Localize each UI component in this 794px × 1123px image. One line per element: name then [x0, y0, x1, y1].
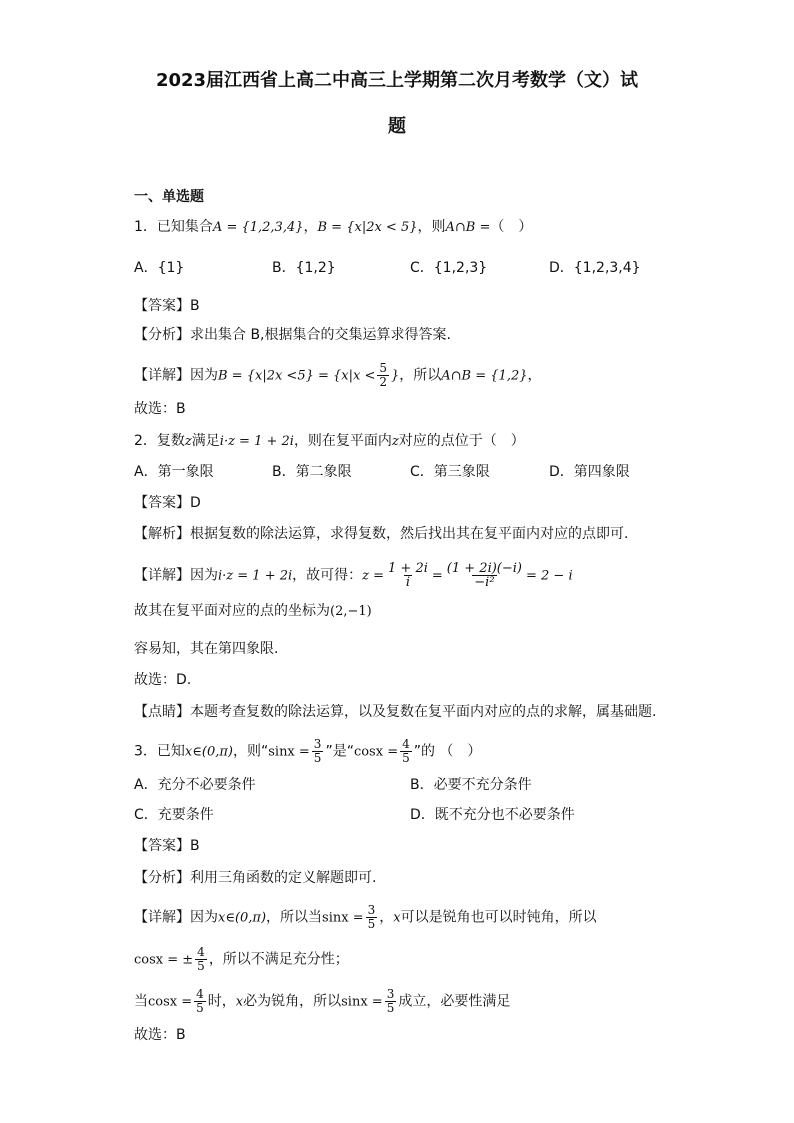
q2-option-b: B．第二象限 — [272, 464, 352, 480]
q3-cos-fraction — [400, 738, 412, 765]
q2-fraction-2 — [445, 562, 524, 589]
q2-coord-value: (2,−1) — [330, 604, 372, 619]
q3-stem-text-c: ”是“ — [325, 743, 354, 760]
q3-detail-line-1 — [134, 904, 597, 931]
q2-detail-text: 因为 — [190, 567, 218, 584]
q2-frac2-den: −i² — [474, 575, 495, 590]
q3-analysis-text: 利用三角函数的定义解题即可. — [190, 870, 377, 886]
q3-d3-text-c: 必为锐角，所以 — [243, 993, 342, 1010]
q1-option-b: B．{1,2} — [272, 260, 336, 276]
q1-analysis — [134, 326, 451, 344]
q2-eq2: = 2 − i — [526, 568, 573, 584]
q3-d2-num: 4 — [197, 945, 205, 959]
section-heading: 一、单选题 — [134, 189, 204, 205]
q1-fraction — [377, 362, 389, 389]
q3-sin-fraction — [312, 738, 324, 765]
q3-option-b: B．必要不充分条件 — [410, 777, 532, 793]
q3-option-a: A．充分不必要条件 — [134, 777, 256, 793]
q1-stem-text: 1．已知集合 — [134, 219, 213, 235]
q3-detail-line-3 — [134, 988, 510, 1015]
q2-stem-text-b: 满足 — [191, 433, 220, 449]
q1-set-b: B = {x|2x < 5} — [317, 220, 418, 235]
q2-analysis — [134, 525, 628, 543]
q3-d2-fraction — [195, 946, 207, 973]
q2-eq: i·z = 1 + 2i — [219, 434, 294, 449]
q3-d1-den: 5 — [367, 917, 376, 931]
q2-frac1-den: i — [405, 575, 411, 590]
q2-eq1: = — [431, 568, 443, 584]
q2-frac2-num: (1 + 2i)(−i) — [446, 561, 522, 576]
q2-stem-text-c: ，则在复平面内 — [293, 433, 392, 449]
q1-frac-den: 2 — [379, 375, 387, 389]
q1-detail-close: } — [391, 368, 400, 384]
q1-paren: （ ） — [490, 219, 533, 235]
q1-frac-num: 5 — [379, 361, 387, 375]
q1-analysis-text: 求出集合 B,根据集合的交集运算求得答案. — [190, 327, 451, 343]
q3-detail-line-2 — [134, 946, 349, 973]
q2-choose: 故选：D. — [134, 672, 192, 688]
q3-option-d: D．既不充分也不必要条件 — [410, 807, 575, 823]
q2-detail-label: 【详解】 — [134, 567, 190, 584]
q2-detail — [134, 562, 573, 589]
q3-d3-cos: cosx = — [148, 994, 193, 1010]
q1-option-a: A．{1} — [134, 260, 185, 276]
q1-sep: ， — [303, 219, 318, 235]
q2-answer: 【答案】D — [134, 495, 201, 511]
q2-frac1-num: 1 + 2i — [388, 561, 428, 576]
q3-analysis — [134, 869, 376, 887]
q3-sin: sinx = — [268, 744, 310, 760]
q3-d3-x: x — [235, 994, 244, 1010]
q2-comment-text: 本题考查复数的除法运算，以及复数在复平面内对应的点的求解，属基础题. — [190, 704, 657, 720]
q2-comment-label: 【点睛】 — [134, 704, 190, 720]
q3-stem — [134, 738, 481, 765]
q1-stem-text-b: ，则 — [417, 219, 446, 235]
q3-d3-fraction — [194, 988, 206, 1015]
q2-detail-text-b: ，故可得： — [292, 567, 363, 584]
q1-detail-set: B = {x|2x <5} = {x|x < — [218, 368, 376, 384]
q3-sin-den: 5 — [313, 751, 322, 765]
q1-detail-result: A∩B = {1,2} — [441, 368, 528, 384]
q3-d2-text: ，所以不满足充分性； — [208, 951, 349, 968]
q2-comment — [134, 703, 656, 721]
q1-option-d: D．{1,2,3,4} — [549, 260, 641, 276]
q1-set-a: A = {1,2,3,4} — [212, 220, 304, 235]
q1-expr: A∩B = — [445, 220, 491, 235]
q1-option-c: C．{1,2,3} — [410, 260, 488, 276]
q1-detail — [134, 362, 542, 389]
q3-d2-cos: cosx = ± — [134, 952, 194, 968]
q3-d2-den: 5 — [197, 959, 205, 973]
q2-analysis-text: 根据复数的除法运算，求得复数，然后找出其在复平面内对应的点即可. — [190, 526, 629, 542]
q3-d1-num: 3 — [367, 903, 376, 917]
q1-stem — [134, 218, 532, 237]
q3-detail-label: 【详解】 — [134, 909, 190, 926]
q3-stem-text-d: ”的 （ ） — [413, 743, 482, 760]
q3-d3-snum: 3 — [386, 987, 395, 1001]
q3-d3-num: 4 — [196, 987, 204, 1001]
q2-z-eq: z = — [362, 568, 385, 584]
q2-option-c: C．第三象限 — [410, 464, 490, 480]
q3-stem-text: 3．已知 — [134, 743, 185, 760]
q3-d3-sden: 5 — [386, 1001, 395, 1015]
q2-stem-text: 2．复数 — [134, 433, 185, 449]
q2-z: z — [184, 434, 192, 449]
q3-option-c: C．充要条件 — [134, 807, 214, 823]
q2-detail-eq: i·z = 1 + 2i — [218, 568, 293, 584]
q3-d3-text: 当 — [134, 993, 148, 1010]
q3-stem-text-b: ，则“ — [232, 743, 269, 760]
q2-z2: z — [391, 434, 399, 449]
q2-fraction-1 — [386, 562, 430, 589]
page-title: 2023届江西省上高二中高三上学期第二次月考数学（文）试 — [155, 70, 639, 91]
q3-d3-den: 5 — [196, 1001, 204, 1015]
q3-choose: 故选：B — [134, 1027, 186, 1043]
q1-analysis-label: 【分析】 — [134, 327, 190, 343]
q3-d1-sin: sinx = — [322, 910, 364, 926]
q3-d1-text-b: ，所以当 — [266, 909, 323, 926]
q2-analysis-label: 【解析】 — [134, 526, 190, 542]
q1-detail-text: 因为 — [190, 367, 218, 384]
q1-detail-label: 【详解】 — [134, 367, 190, 384]
q2-stem-text-d: 对应的点位于（ ） — [398, 433, 525, 449]
q3-d1-x: x — [393, 910, 401, 926]
q3-cos-den: 5 — [402, 751, 410, 765]
q2-stem — [134, 432, 525, 451]
q3-cond: x∈(0,π) — [184, 744, 233, 760]
q3-d3-sin-fraction — [385, 988, 397, 1015]
q2-coord-text: 故其在复平面对应的点的坐标为 — [134, 603, 330, 619]
page-title-continued: 题 — [388, 116, 406, 137]
q3-d1-text-d: 可以是锐角也可以时钝角，所以 — [400, 909, 597, 926]
q3-d1-text-c: ， — [379, 909, 394, 926]
q3-analysis-label: 【分析】 — [134, 870, 190, 886]
q2-option-a: A．第一象限 — [134, 464, 214, 480]
q1-answer: 【答案】B — [134, 298, 200, 314]
q1-detail-text-b: ，所以 — [399, 367, 442, 384]
q1-choose: 故选：B — [134, 401, 186, 417]
q3-answer: 【答案】B — [134, 838, 200, 854]
q3-d1-fraction — [366, 904, 378, 931]
q3-d1-cond: x∈(0,π) — [218, 910, 267, 926]
q2-coordinate-line — [134, 602, 372, 621]
q1-detail-end: ， — [527, 367, 542, 384]
q3-d3-text-b: 时， — [207, 993, 236, 1010]
q2-quadrant-line: 容易知，其在第四象限. — [134, 641, 279, 657]
q3-sin-num: 3 — [313, 737, 322, 751]
q2-option-d: D．第四象限 — [549, 464, 630, 480]
q3-cos: cosx = — [353, 744, 399, 760]
q3-d1-text: 因为 — [190, 909, 218, 926]
q3-d3-sin: sinx = — [341, 994, 383, 1010]
q3-d3-text-d: 成立，必要性满足 — [398, 993, 511, 1010]
q3-cos-num: 4 — [402, 737, 410, 751]
